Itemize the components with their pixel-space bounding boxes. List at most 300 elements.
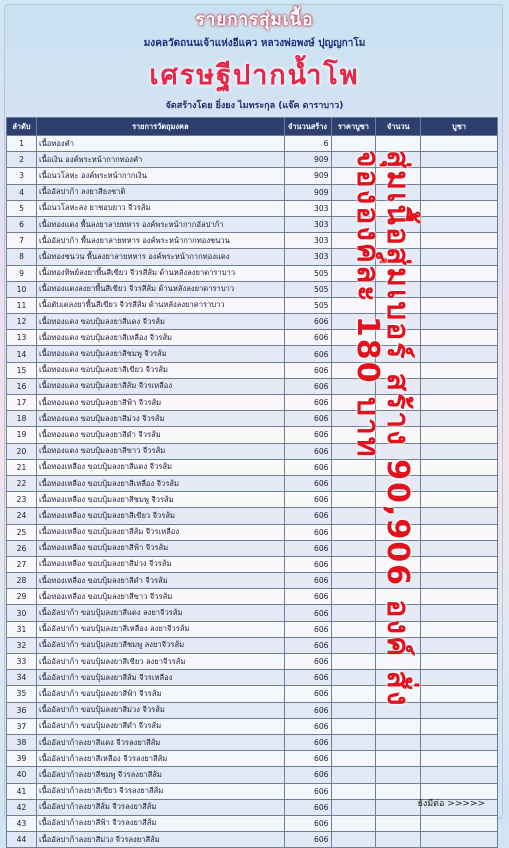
item-order[interactable] bbox=[421, 540, 498, 556]
item-quantity: 606 bbox=[284, 799, 331, 815]
table-row bbox=[37, 654, 498, 670]
item-name: เนื้ออัลปาก้า ขอบปุ้มลงยาสีดำ จีวรส้ม bbox=[37, 718, 285, 734]
item-order[interactable] bbox=[421, 492, 498, 508]
table-row bbox=[37, 540, 498, 556]
item-order[interactable] bbox=[421, 815, 498, 831]
item-amount[interactable] bbox=[376, 686, 421, 702]
item-name: เนื้ออัลปาก้า ขอบปุ้มลงยาสีม่วง จีวรส้ม bbox=[37, 702, 285, 718]
item-quantity: 606 bbox=[284, 427, 331, 443]
header-index: ลำดับ bbox=[7, 118, 37, 136]
table-row bbox=[37, 718, 498, 734]
item-name: เนื้อทองแดง ขอบปุ้มลงยาสีม่วง จีวรส้ม bbox=[37, 411, 285, 427]
item-quantity: 505 bbox=[284, 297, 331, 313]
item-index: 30 bbox=[7, 605, 37, 621]
item-amount[interactable] bbox=[376, 540, 421, 556]
item-order[interactable] bbox=[421, 427, 498, 443]
item-price[interactable] bbox=[331, 573, 376, 589]
item-amount[interactable] bbox=[376, 524, 421, 540]
index-row bbox=[7, 427, 37, 443]
item-amount[interactable] bbox=[376, 573, 421, 589]
index-row bbox=[7, 378, 37, 394]
table-body bbox=[37, 136, 498, 848]
item-index: 44 bbox=[7, 832, 37, 848]
index-row bbox=[7, 621, 37, 637]
table-row bbox=[37, 556, 498, 572]
item-index: 25 bbox=[7, 524, 37, 540]
item-quantity: 606 bbox=[284, 524, 331, 540]
table-row bbox=[37, 492, 498, 508]
index-row bbox=[7, 815, 37, 831]
item-order[interactable] bbox=[421, 556, 498, 572]
item-order[interactable] bbox=[421, 767, 498, 783]
item-price[interactable] bbox=[331, 492, 376, 508]
item-index: 28 bbox=[7, 573, 37, 589]
creator-line: จัดสร้างโดย ยิ่งยง ไมทระกุล (แจ๊ค ดาราบาว) bbox=[165, 101, 344, 111]
item-name: เนื้ออัลปาก้า ขอบปุ้มลงยาสีเขียว ลงยาจีวรส้ม bbox=[37, 654, 285, 670]
item-index: 29 bbox=[7, 589, 37, 605]
table-row bbox=[37, 184, 498, 200]
item-amount[interactable] bbox=[376, 216, 421, 232]
item-order[interactable] bbox=[421, 605, 498, 621]
index-row bbox=[7, 734, 37, 750]
item-order[interactable] bbox=[421, 297, 498, 313]
index-row bbox=[7, 556, 37, 572]
table-row bbox=[37, 605, 498, 621]
item-name: เนื้อทองแดงลงยาพื้นสีเขียว จีวรสีส้ม ด้านหลังลงยาดาราบาว bbox=[37, 281, 285, 297]
item-quantity: 606 bbox=[284, 508, 331, 524]
item-quantity: 606 bbox=[284, 362, 331, 378]
item-index: 43 bbox=[7, 815, 37, 831]
item-quantity: 606 bbox=[284, 718, 331, 734]
item-amount[interactable] bbox=[376, 330, 421, 346]
item-name: เนื้อทองเหลือง ขอบปุ้มลงยาสีขาว จีวรส้ม bbox=[37, 589, 285, 605]
item-quantity: 303 bbox=[284, 216, 331, 232]
item-index: 24 bbox=[7, 508, 37, 524]
item-price[interactable] bbox=[331, 815, 376, 831]
index-row bbox=[7, 395, 37, 411]
table-row bbox=[37, 216, 498, 232]
index-row bbox=[7, 799, 37, 815]
item-order[interactable] bbox=[421, 346, 498, 362]
index-row bbox=[7, 330, 37, 346]
item-amount[interactable] bbox=[376, 265, 421, 281]
index-row bbox=[7, 589, 37, 605]
item-quantity: 6 bbox=[284, 136, 331, 152]
item-quantity: 606 bbox=[284, 637, 331, 653]
item-name: เนื้ออัลปาก้า ขอบปุ้มลงยาสีแดง ลงยาจีวรส้ม bbox=[37, 605, 285, 621]
item-quantity: 606 bbox=[284, 459, 331, 475]
item-index: 23 bbox=[7, 492, 37, 508]
item-price[interactable] bbox=[331, 686, 376, 702]
item-order[interactable] bbox=[421, 314, 498, 330]
item-price[interactable] bbox=[331, 783, 376, 799]
index-row bbox=[7, 362, 37, 378]
index-row bbox=[7, 459, 37, 475]
item-order[interactable] bbox=[421, 184, 498, 200]
item-amount[interactable] bbox=[376, 799, 421, 815]
item-name: เนื้ออัลปาก้าลงยาสีแดง จีวรลงยาสีส้ม bbox=[37, 734, 285, 750]
item-price[interactable] bbox=[331, 427, 376, 443]
item-price[interactable] bbox=[331, 734, 376, 750]
item-name: เนื้ออัลปาก้า ขอบปุ้มลงยาสีชมพู ลงยาจีวรส้ม bbox=[37, 637, 285, 653]
item-index: 4 bbox=[7, 184, 37, 200]
item-order[interactable] bbox=[421, 670, 498, 686]
item-index: 1 bbox=[7, 136, 37, 152]
item-name: เนื้ออัลปาก้า ขอบปุ้มลงยาสีเหลือง ลงยาจีวรส้ม bbox=[37, 621, 285, 637]
item-name: เนื้อทองแดง ขอบปุ้มลงยาสีส้ม จีวรเหลือง bbox=[37, 378, 285, 394]
item-name: เนื้อทองแดง ขอบปุ้มลงยาสีฟ้า จีวรส้ม bbox=[37, 395, 285, 411]
index-row bbox=[7, 346, 37, 362]
item-order[interactable] bbox=[421, 508, 498, 524]
item-order[interactable] bbox=[421, 200, 498, 216]
item-name: เนื้อทองคำ bbox=[37, 136, 285, 152]
index-row bbox=[7, 702, 37, 718]
item-index: 34 bbox=[7, 670, 37, 686]
item-quantity: 303 bbox=[284, 249, 331, 265]
item-price[interactable] bbox=[331, 216, 376, 232]
item-quantity: 606 bbox=[284, 767, 331, 783]
item-index: 11 bbox=[7, 297, 37, 313]
item-quantity: 606 bbox=[284, 702, 331, 718]
item-name: เนื้ออัลปาก้าลงยาสีม่วง จีวรลงยาสีส้ม bbox=[37, 832, 285, 848]
table-row bbox=[37, 233, 498, 249]
item-amount[interactable] bbox=[376, 832, 421, 848]
index-row bbox=[7, 314, 37, 330]
item-quantity: 606 bbox=[284, 540, 331, 556]
item-quantity: 606 bbox=[284, 395, 331, 411]
item-name: เนื้อทองแดง ขอบปุ้มลงยาสีดำ จีวรส้ม bbox=[37, 427, 285, 443]
item-order[interactable] bbox=[421, 281, 498, 297]
table-row bbox=[37, 297, 498, 313]
item-amount[interactable] bbox=[376, 281, 421, 297]
item-name: เนื้ออัลปาก้าลงยาสีชมพู จีวรลงยาสีส้ม bbox=[37, 767, 285, 783]
item-amount[interactable] bbox=[376, 346, 421, 362]
item-name: เนื้ออัลปาก้าลงยาสีเขียว จีวรลงยาสีส้ม bbox=[37, 783, 285, 799]
item-order[interactable] bbox=[421, 637, 498, 653]
item-price[interactable] bbox=[331, 556, 376, 572]
item-index: 37 bbox=[7, 718, 37, 734]
item-index: 15 bbox=[7, 362, 37, 378]
item-order[interactable] bbox=[421, 718, 498, 734]
index-row bbox=[7, 297, 37, 313]
table-row bbox=[37, 459, 498, 475]
item-amount[interactable] bbox=[376, 136, 421, 152]
index-row bbox=[7, 184, 37, 200]
item-amount[interactable] bbox=[376, 589, 421, 605]
item-amount[interactable] bbox=[376, 152, 421, 168]
table-row bbox=[37, 734, 498, 750]
table-row bbox=[37, 443, 498, 459]
table-row bbox=[37, 702, 498, 718]
header-quantity-made: จำนวนสร้าง bbox=[284, 118, 331, 136]
index-body bbox=[7, 136, 37, 848]
item-price[interactable] bbox=[331, 249, 376, 265]
item-amount[interactable] bbox=[376, 184, 421, 200]
item-quantity: 303 bbox=[284, 233, 331, 249]
index-row bbox=[7, 216, 37, 232]
item-name: เนื้อทองเหลือง ขอบปุ้มลงยาสีฟ้า จีวรส้ม bbox=[37, 540, 285, 556]
item-price[interactable] bbox=[331, 524, 376, 540]
item-amount[interactable] bbox=[376, 621, 421, 637]
item-amount[interactable] bbox=[376, 734, 421, 750]
table-row bbox=[37, 832, 498, 848]
item-amount[interactable] bbox=[376, 751, 421, 767]
item-order[interactable] bbox=[421, 265, 498, 281]
item-quantity: 606 bbox=[284, 556, 331, 572]
item-price[interactable] bbox=[331, 136, 376, 152]
table-row bbox=[37, 411, 498, 427]
item-price[interactable] bbox=[331, 475, 376, 491]
item-price[interactable] bbox=[331, 605, 376, 621]
header-order: บูชา bbox=[421, 118, 498, 136]
item-price[interactable] bbox=[331, 395, 376, 411]
index-row bbox=[7, 540, 37, 556]
item-index: 35 bbox=[7, 686, 37, 702]
item-index: 20 bbox=[7, 443, 37, 459]
item-order[interactable] bbox=[421, 411, 498, 427]
item-amount[interactable] bbox=[376, 637, 421, 653]
item-quantity: 606 bbox=[284, 346, 331, 362]
item-index: 26 bbox=[7, 540, 37, 556]
item-name: เนื้อนวโลหะ องค์พระหน้ากากเงิน bbox=[37, 168, 285, 184]
item-amount[interactable] bbox=[376, 233, 421, 249]
item-quantity: 909 bbox=[284, 184, 331, 200]
item-price[interactable] bbox=[331, 411, 376, 427]
item-order[interactable] bbox=[421, 168, 498, 184]
item-index: 18 bbox=[7, 411, 37, 427]
item-price[interactable] bbox=[331, 654, 376, 670]
item-price[interactable] bbox=[331, 233, 376, 249]
item-price[interactable] bbox=[331, 297, 376, 313]
item-name: เนื้อทองเหลือง ขอบปุ้มลงยาสีเขียว จีวรส้ม bbox=[37, 508, 285, 524]
page-title: รายการสุ่มเนื้อ bbox=[195, 10, 314, 30]
item-price[interactable] bbox=[331, 589, 376, 605]
item-quantity: 606 bbox=[284, 605, 331, 621]
index-row bbox=[7, 832, 37, 848]
item-name: เนื้อทองเหลือง ขอบปุ้มลงยาสีม่วง จีวรส้ม bbox=[37, 556, 285, 572]
table-row bbox=[37, 168, 498, 184]
item-name: เนื้อเงิน องค์พระหน้ากากทองคำ bbox=[37, 152, 285, 168]
item-index: 7 bbox=[7, 233, 37, 249]
item-amount[interactable] bbox=[376, 783, 421, 799]
item-order[interactable] bbox=[421, 475, 498, 491]
item-index: 42 bbox=[7, 799, 37, 815]
item-name: เนื้อทองเหลือง ขอบปุ้มลงยาสีชมพู จีวรส้ม bbox=[37, 492, 285, 508]
item-name: เนื้ออัลปาก้า ขอบปุ้มลงยาสีฟ้า จีวรส้ม bbox=[37, 686, 285, 702]
item-index: 36 bbox=[7, 702, 37, 718]
table-row bbox=[37, 670, 498, 686]
item-quantity: 909 bbox=[284, 168, 331, 184]
item-index: 9 bbox=[7, 265, 37, 281]
item-quantity: 606 bbox=[284, 654, 331, 670]
table-row bbox=[37, 346, 498, 362]
table-row bbox=[37, 249, 498, 265]
item-index: 6 bbox=[7, 216, 37, 232]
item-order[interactable] bbox=[421, 395, 498, 411]
item-amount[interactable] bbox=[376, 654, 421, 670]
item-price[interactable] bbox=[331, 362, 376, 378]
item-order[interactable] bbox=[421, 573, 498, 589]
item-price[interactable] bbox=[331, 443, 376, 459]
item-quantity: 606 bbox=[284, 443, 331, 459]
index-row bbox=[7, 508, 37, 524]
item-price[interactable] bbox=[331, 378, 376, 394]
item-name: เนื้อทองแดง ขอบปุ้มลงยาสีแดง จีวรส้ม bbox=[37, 314, 285, 330]
item-price[interactable] bbox=[331, 751, 376, 767]
item-quantity: 606 bbox=[284, 411, 331, 427]
item-price[interactable] bbox=[331, 184, 376, 200]
item-price[interactable] bbox=[331, 540, 376, 556]
item-name: เนื้ออัลปาก้าลงยาสีเหลือง จีวรลงยาสีส้ม bbox=[37, 751, 285, 767]
item-price[interactable] bbox=[331, 702, 376, 718]
index-row bbox=[7, 654, 37, 670]
item-order[interactable] bbox=[421, 654, 498, 670]
item-amount[interactable] bbox=[376, 767, 421, 783]
item-amount[interactable] bbox=[376, 249, 421, 265]
table-row bbox=[37, 136, 498, 152]
item-order[interactable] bbox=[421, 686, 498, 702]
item-index: 5 bbox=[7, 200, 37, 216]
item-order[interactable] bbox=[421, 249, 498, 265]
item-amount[interactable] bbox=[376, 670, 421, 686]
item-quantity: 606 bbox=[284, 686, 331, 702]
item-order[interactable] bbox=[421, 152, 498, 168]
item-order[interactable] bbox=[421, 751, 498, 767]
item-price[interactable] bbox=[331, 200, 376, 216]
item-amount[interactable] bbox=[376, 492, 421, 508]
item-order[interactable] bbox=[421, 443, 498, 459]
page-subtitle: มงคลวัดถนนเจ้าแห่งอีแคว หลวงพ่อพงษ์ ปุญญกาโม bbox=[143, 38, 366, 49]
item-price[interactable] bbox=[331, 832, 376, 848]
index-row bbox=[7, 605, 37, 621]
item-amount[interactable] bbox=[376, 605, 421, 621]
item-order[interactable] bbox=[421, 832, 498, 848]
header bbox=[0, 6, 509, 112]
item-name: เนื้อนวโลหะลง ยาชอบยาว จีวรส้ม bbox=[37, 200, 285, 216]
item-index: 27 bbox=[7, 556, 37, 572]
item-quantity: 606 bbox=[284, 815, 331, 831]
item-order[interactable] bbox=[421, 362, 498, 378]
item-order[interactable] bbox=[421, 233, 498, 249]
index-column bbox=[6, 117, 37, 848]
item-order[interactable] bbox=[421, 589, 498, 605]
index-row bbox=[7, 492, 37, 508]
item-amount[interactable] bbox=[376, 411, 421, 427]
item-amount[interactable] bbox=[376, 718, 421, 734]
item-amount[interactable] bbox=[376, 427, 421, 443]
promo-overlay-text: สุ่มเนื้อสุ่มเบอร์ สร้าง 90,906 องค์ สั่งจององค์ละ 180 บาท bbox=[350, 150, 415, 708]
item-name: เนื้อทองแดง ขอบปุ้มลงยาสีชมพู จีวรส้ม bbox=[37, 346, 285, 362]
item-order[interactable] bbox=[421, 459, 498, 475]
item-index: 17 bbox=[7, 395, 37, 411]
item-price[interactable] bbox=[331, 508, 376, 524]
index-row bbox=[7, 281, 37, 297]
item-order[interactable] bbox=[421, 216, 498, 232]
table-row bbox=[37, 508, 498, 524]
item-quantity: 303 bbox=[284, 200, 331, 216]
item-quantity: 606 bbox=[284, 783, 331, 799]
item-price[interactable] bbox=[331, 718, 376, 734]
index-row bbox=[7, 767, 37, 783]
item-amount[interactable] bbox=[376, 168, 421, 184]
item-price[interactable] bbox=[331, 152, 376, 168]
item-quantity: 606 bbox=[284, 832, 331, 848]
item-index: 14 bbox=[7, 346, 37, 362]
index-row bbox=[7, 200, 37, 216]
item-price[interactable] bbox=[331, 459, 376, 475]
table-row bbox=[37, 152, 498, 168]
item-price[interactable] bbox=[331, 314, 376, 330]
continued-label: ยังมีต่อ >>>>> bbox=[417, 799, 485, 809]
item-amount[interactable] bbox=[376, 378, 421, 394]
item-quantity: 606 bbox=[284, 621, 331, 637]
index-row bbox=[7, 475, 37, 491]
item-price[interactable] bbox=[331, 670, 376, 686]
table-row bbox=[37, 200, 498, 216]
item-price[interactable] bbox=[331, 637, 376, 653]
index-row bbox=[7, 783, 37, 799]
item-index: 12 bbox=[7, 314, 37, 330]
item-order[interactable] bbox=[421, 734, 498, 750]
item-amount[interactable] bbox=[376, 395, 421, 411]
item-amount[interactable] bbox=[376, 475, 421, 491]
item-amount[interactable] bbox=[376, 362, 421, 378]
item-index: 38 bbox=[7, 734, 37, 750]
item-amount[interactable] bbox=[376, 200, 421, 216]
item-price[interactable] bbox=[331, 265, 376, 281]
item-amount[interactable] bbox=[376, 443, 421, 459]
item-amount[interactable] bbox=[376, 815, 421, 831]
item-quantity: 505 bbox=[284, 281, 331, 297]
table-row bbox=[37, 362, 498, 378]
item-price[interactable] bbox=[331, 767, 376, 783]
item-index: 33 bbox=[7, 654, 37, 670]
item-price[interactable] bbox=[331, 621, 376, 637]
item-order[interactable] bbox=[421, 136, 498, 152]
item-index: 21 bbox=[7, 459, 37, 475]
item-quantity: 606 bbox=[284, 314, 331, 330]
item-quantity: 909 bbox=[284, 152, 331, 168]
index-row bbox=[7, 573, 37, 589]
item-index: 19 bbox=[7, 427, 37, 443]
item-amount[interactable] bbox=[376, 314, 421, 330]
item-order[interactable] bbox=[421, 330, 498, 346]
item-order[interactable] bbox=[421, 702, 498, 718]
item-index: 41 bbox=[7, 783, 37, 799]
table-row bbox=[37, 573, 498, 589]
item-amount[interactable] bbox=[376, 297, 421, 313]
item-amount[interactable] bbox=[376, 556, 421, 572]
item-price[interactable] bbox=[331, 799, 376, 815]
items-table bbox=[36, 117, 498, 848]
item-price[interactable] bbox=[331, 168, 376, 184]
item-index: 39 bbox=[7, 751, 37, 767]
item-index: 40 bbox=[7, 767, 37, 783]
item-price[interactable] bbox=[331, 330, 376, 346]
item-amount[interactable] bbox=[376, 459, 421, 475]
item-order[interactable] bbox=[421, 524, 498, 540]
item-price[interactable] bbox=[331, 346, 376, 362]
item-order[interactable] bbox=[421, 621, 498, 637]
item-amount[interactable] bbox=[376, 702, 421, 718]
table-row bbox=[37, 815, 498, 831]
item-amount[interactable] bbox=[376, 508, 421, 524]
item-order[interactable] bbox=[421, 378, 498, 394]
item-name: เนื้อทองแดง ขอบปุ้มลงยาสีเขียว จีวรส้ม bbox=[37, 362, 285, 378]
table-row bbox=[37, 395, 498, 411]
item-name: เนื้อทองแดง พื้นลงยาลายทหาร องค์พระหน้ากากอัลปาก้า bbox=[37, 216, 285, 232]
item-price[interactable] bbox=[331, 281, 376, 297]
